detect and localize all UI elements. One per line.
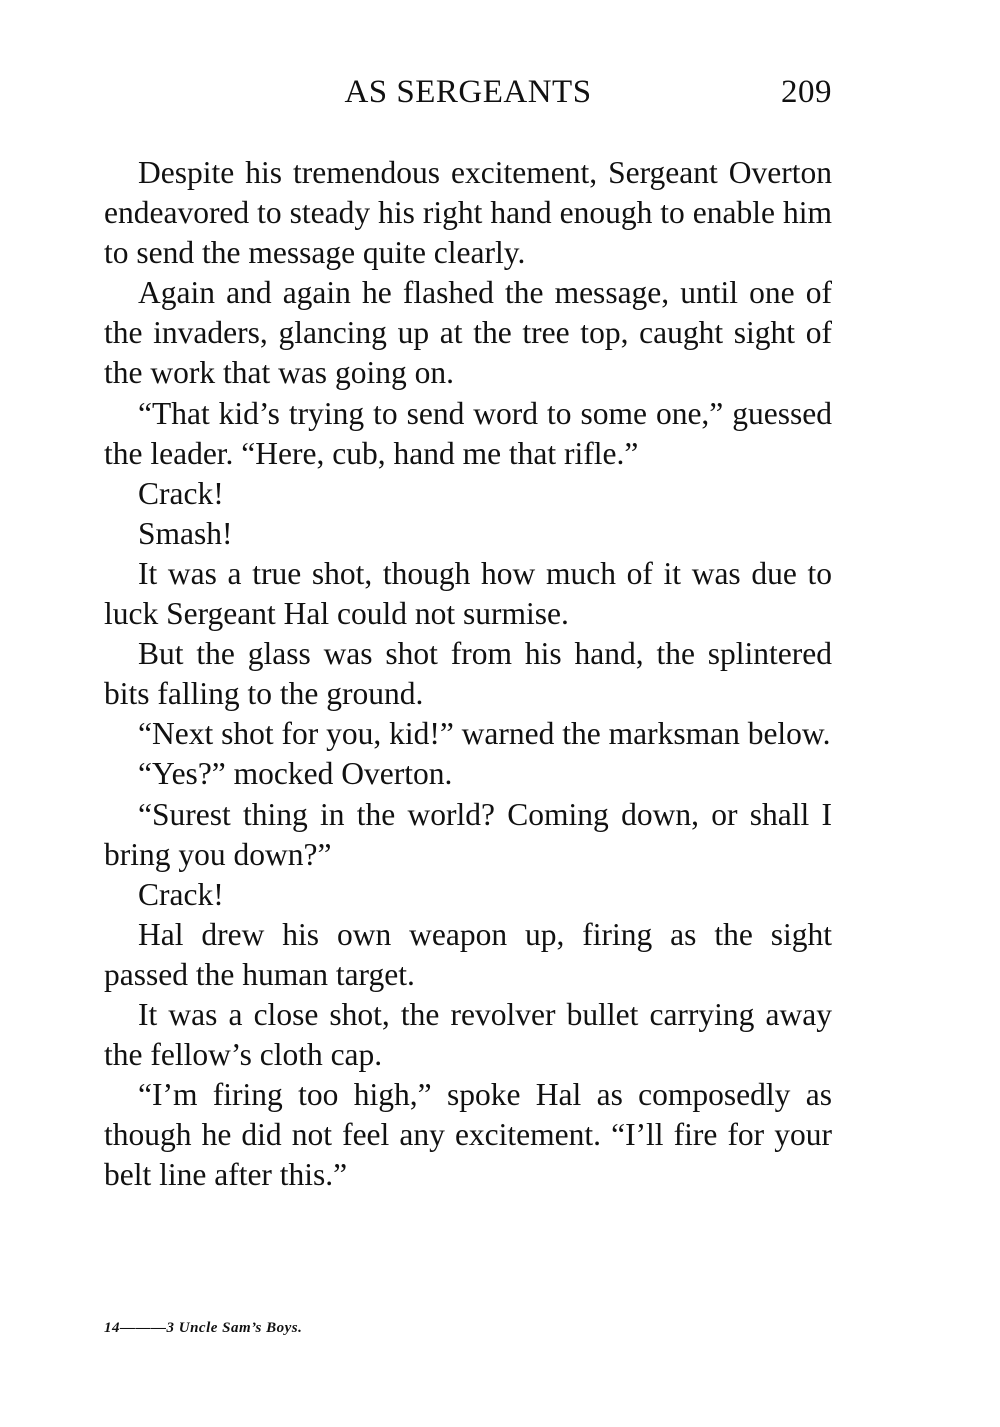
signature-mark: 14———3 Uncle Sam’s Boys.	[104, 1320, 303, 1336]
paragraph: Crack!	[138, 876, 224, 912]
body-text	[104, 153, 832, 1195]
paragraph: “Surest thing in the world? Coming down, or shall I bring you down?”	[104, 796, 832, 872]
paragraph: Despite his tremendous excitement, Sergeant Overton endeavored to steady his right hand enough to enable him to send the message quite clearly.	[104, 155, 832, 271]
paragraph: “Yes?” mocked Overton.	[138, 756, 453, 792]
paragraph: “Next shot for you, kid!” warned the marksman below.	[138, 716, 831, 752]
paragraph: Hal drew his own weapon up, firing as the sight passed the human target.	[104, 916, 832, 992]
page-number: 209	[781, 74, 832, 110]
paragraph: But the glass was shot from his hand, the splintered bits falling to the ground.	[104, 636, 832, 712]
paragraph: “That kid’s trying to send word to some one,” guessed the leader. “Here, cub, hand me that rifle.”	[104, 395, 832, 471]
paragraph: Again and again he flashed the message, until one of the invaders, glancing up at the tree top, caught sight of the work that was going on.	[104, 275, 832, 391]
paragraph: “I’m firing too high,” spoke Hal as composedly as though he did not feel any excitement. “I’ll fire for your belt line after this.”	[104, 1077, 832, 1193]
paragraph: Crack!	[138, 475, 224, 511]
paragraph: Smash!	[138, 515, 233, 551]
paragraph: It was a true shot, though how much of it was due to luck Sergeant Hal could not surmise.	[104, 555, 832, 632]
running-head	[104, 70, 832, 114]
paragraph: It was a close shot, the revolver bullet carrying away the fellow’s cloth cap.	[104, 996, 832, 1073]
running-title: AS SERGEANTS	[344, 74, 592, 110]
